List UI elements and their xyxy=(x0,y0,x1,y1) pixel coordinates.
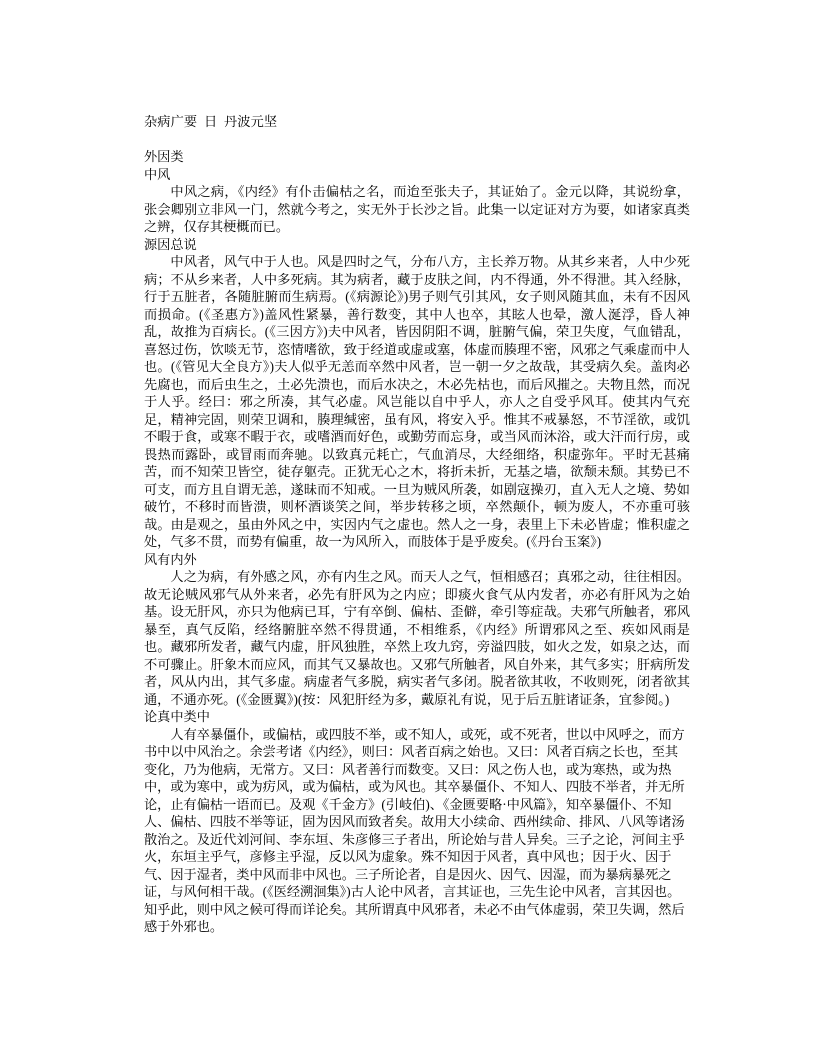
title-spacer xyxy=(144,131,690,149)
intro-paragraph: 中风之病，《内经》有仆击偏枯之名，而迨至张夫子，其证始了。金元以降，其说纷拿，张会卿别立非风一门，然就今考之，实无外于长沙之旨。此集一以定证对方为要，如诸家真类之辨，仅存其梗概而已。 xyxy=(144,184,690,234)
lunzhen-paragraph: 人有卒暴僵仆，或偏枯，或四肢不举，或不知人，或死，或不死者，世以中风呼之，而方书中以中风治之。余尝考诸《内经》，则曰：风者百病之始也。又曰：风者百病之长也，至其变化，乃为他病，无常方。又曰：风者善行而数变。又曰：风之伤人也，或为寒热，或为热中，或为寒中，或为疠风，或为偏枯，或为风也。其卒暴僵仆、不知人、四肢不举者，并无所论，止有偏枯一语而已。及观《千金方》(引岐伯)、《金匮要略·中风篇》，知卒暴僵仆、不知人、偏枯、四肢不举等证，固为因风而致者矣。故用大小续命、西州续命、排风、八风等诸汤散治之。及近代刘河间、李东垣、朱彦修三子者出，所论始与昔人异矣。三子之论，河间主乎火，东垣主乎气，彦修主乎湿，反以风为虚象。殊不知因于风者，真中风也；因于火、因于气、因于湿者，类中风而非中风也。三子所论者，自是因火、因气、因湿，而为暴病暴死之证，与风何相干哉。(《医经溯洄集》)古人论中风者，言其证也，三先生论中风者，言其因也。知乎此，则中风之候可得而详论矣。其所谓真中风邪者，未必不由气体虚弱，荣卫失调，然后感于外邪也。 xyxy=(144,726,685,934)
heading-lun-zhenzhong-leizhong: 论真中类中 xyxy=(144,709,210,724)
section-heading-waiyinlei: 外因类 xyxy=(144,149,184,164)
document-body xyxy=(144,183,690,936)
fengyou-paragraph: 人之为病，有外感之风，亦有内生之风。而天人之气，恒相感召；真邪之动，往往相因。故无论贼风邪气从外来者，必先有肝风为之内应；即痰火食气从内发者，亦必有肝风为之始基。设无肝风，亦只为他病已耳，宁有卒倒、偏枯、歪僻，牵引等症哉。夫邪气所触者，邪风暴至，真气反陷，经络腑脏卒然不得贯通，不相维系，《内经》所谓邪风之至、疾如风雨是也。藏邪所发者，藏气内虚，肝风独胜，卒然上攻九窍，旁溢四肢，如火之发，如泉之达，而不可骤止。肝象木而应风，而其气又暴故也。又邪气所触者，风自外来，其气多实；肝病所发者，风从内出，其气多虚。病虚者气多脱，病实者气多闭。脱者欲其收，不收则死，闭者欲其通，不通亦死。(《金匮翼》)(按：风犯肝经为多，戴原礼有说，见于后五脏诸证条，宜参阅。) xyxy=(144,569,690,707)
yuanyin-paragraph: 中风者，风气中于人也。风是四时之气，分布八方，主长养万物。从其乡来者，人中少死病；不从乡来者，人中多死病。其为病者，藏于皮肤之间，内不得通，外不得泄。其入经脉，行于五脏者，各随脏腑而生病焉。(《病源论》)男子则气引其风，女子则风随其血，未有不因风而损命。(《圣惠方》)盖风性紧暴，善行数变，其中人也卒，其眩人也晕，激人涎浮，昏人神乱，故推为百病长。(《三因方》)夫中风者，皆因阴阳不调，脏腑气偏，荣卫失度，气血错乱，喜怒过伤，饮啖无节，恣情嗜欲，致于经道或虚或塞，体虚而腠理不密，风邪之气乘虚而中人也。(《管见大全良方》)夫人似乎无恙而卒然中风者，岂一朝一夕之故哉，其受病久矣。盖肉必先腐也，而后虫生之，土必先溃也，而后水决之，木必先枯也，而后风摧之。夫物且然，而况于人乎。经曰：邪之所凑，其气必虚。风岂能以自中乎人，亦人之自受乎风耳。使其内气充足，精神完固，则荣卫调和，腠理缄密，虽有风，将安入乎。惟其不戒暴怒，不节淫欲，或饥不暇于食，或寒不暇于衣，或嗜酒而好色，或勤劳而忘身，或当风而沐浴，或大汗而行房，或畏热而露卧，或冒雨而奔驰。以致真元耗亡，气血消尽，大经细络，积虚弥年。平时无甚痛苦，而不知荣卫皆空，徒存躯壳。正犹无心之木，将折未折，无基之墙，欲颓未颓。其势已不可支，而方且自谓无恙，遂昧而不知戒。一旦为贼风所袭，如剧寇操刃，直入无人之境、势如破竹，不移时而皆溃，则杯酒谈笑之间，举步转移之顷，卒然颠仆，顿为废人，不亦重可骇哉。由是观之，虽由外风之中，实因内气之虚也。然人之一身，表里上下未必皆虚；惟积虚之处，气多不贯，而势有偏重，故一为风所入，而肢体于是乎废矣。(《丹台玉案》) xyxy=(144,254,690,549)
heading-yuanyin-zongshuo: 源因总说 xyxy=(144,236,197,252)
document-title: 杂病广要 日 丹波元坚 xyxy=(144,114,278,129)
heading-fengyou-neiwai: 风有内外 xyxy=(144,551,197,567)
topic-heading-zhongfeng: 中风 xyxy=(144,166,171,182)
